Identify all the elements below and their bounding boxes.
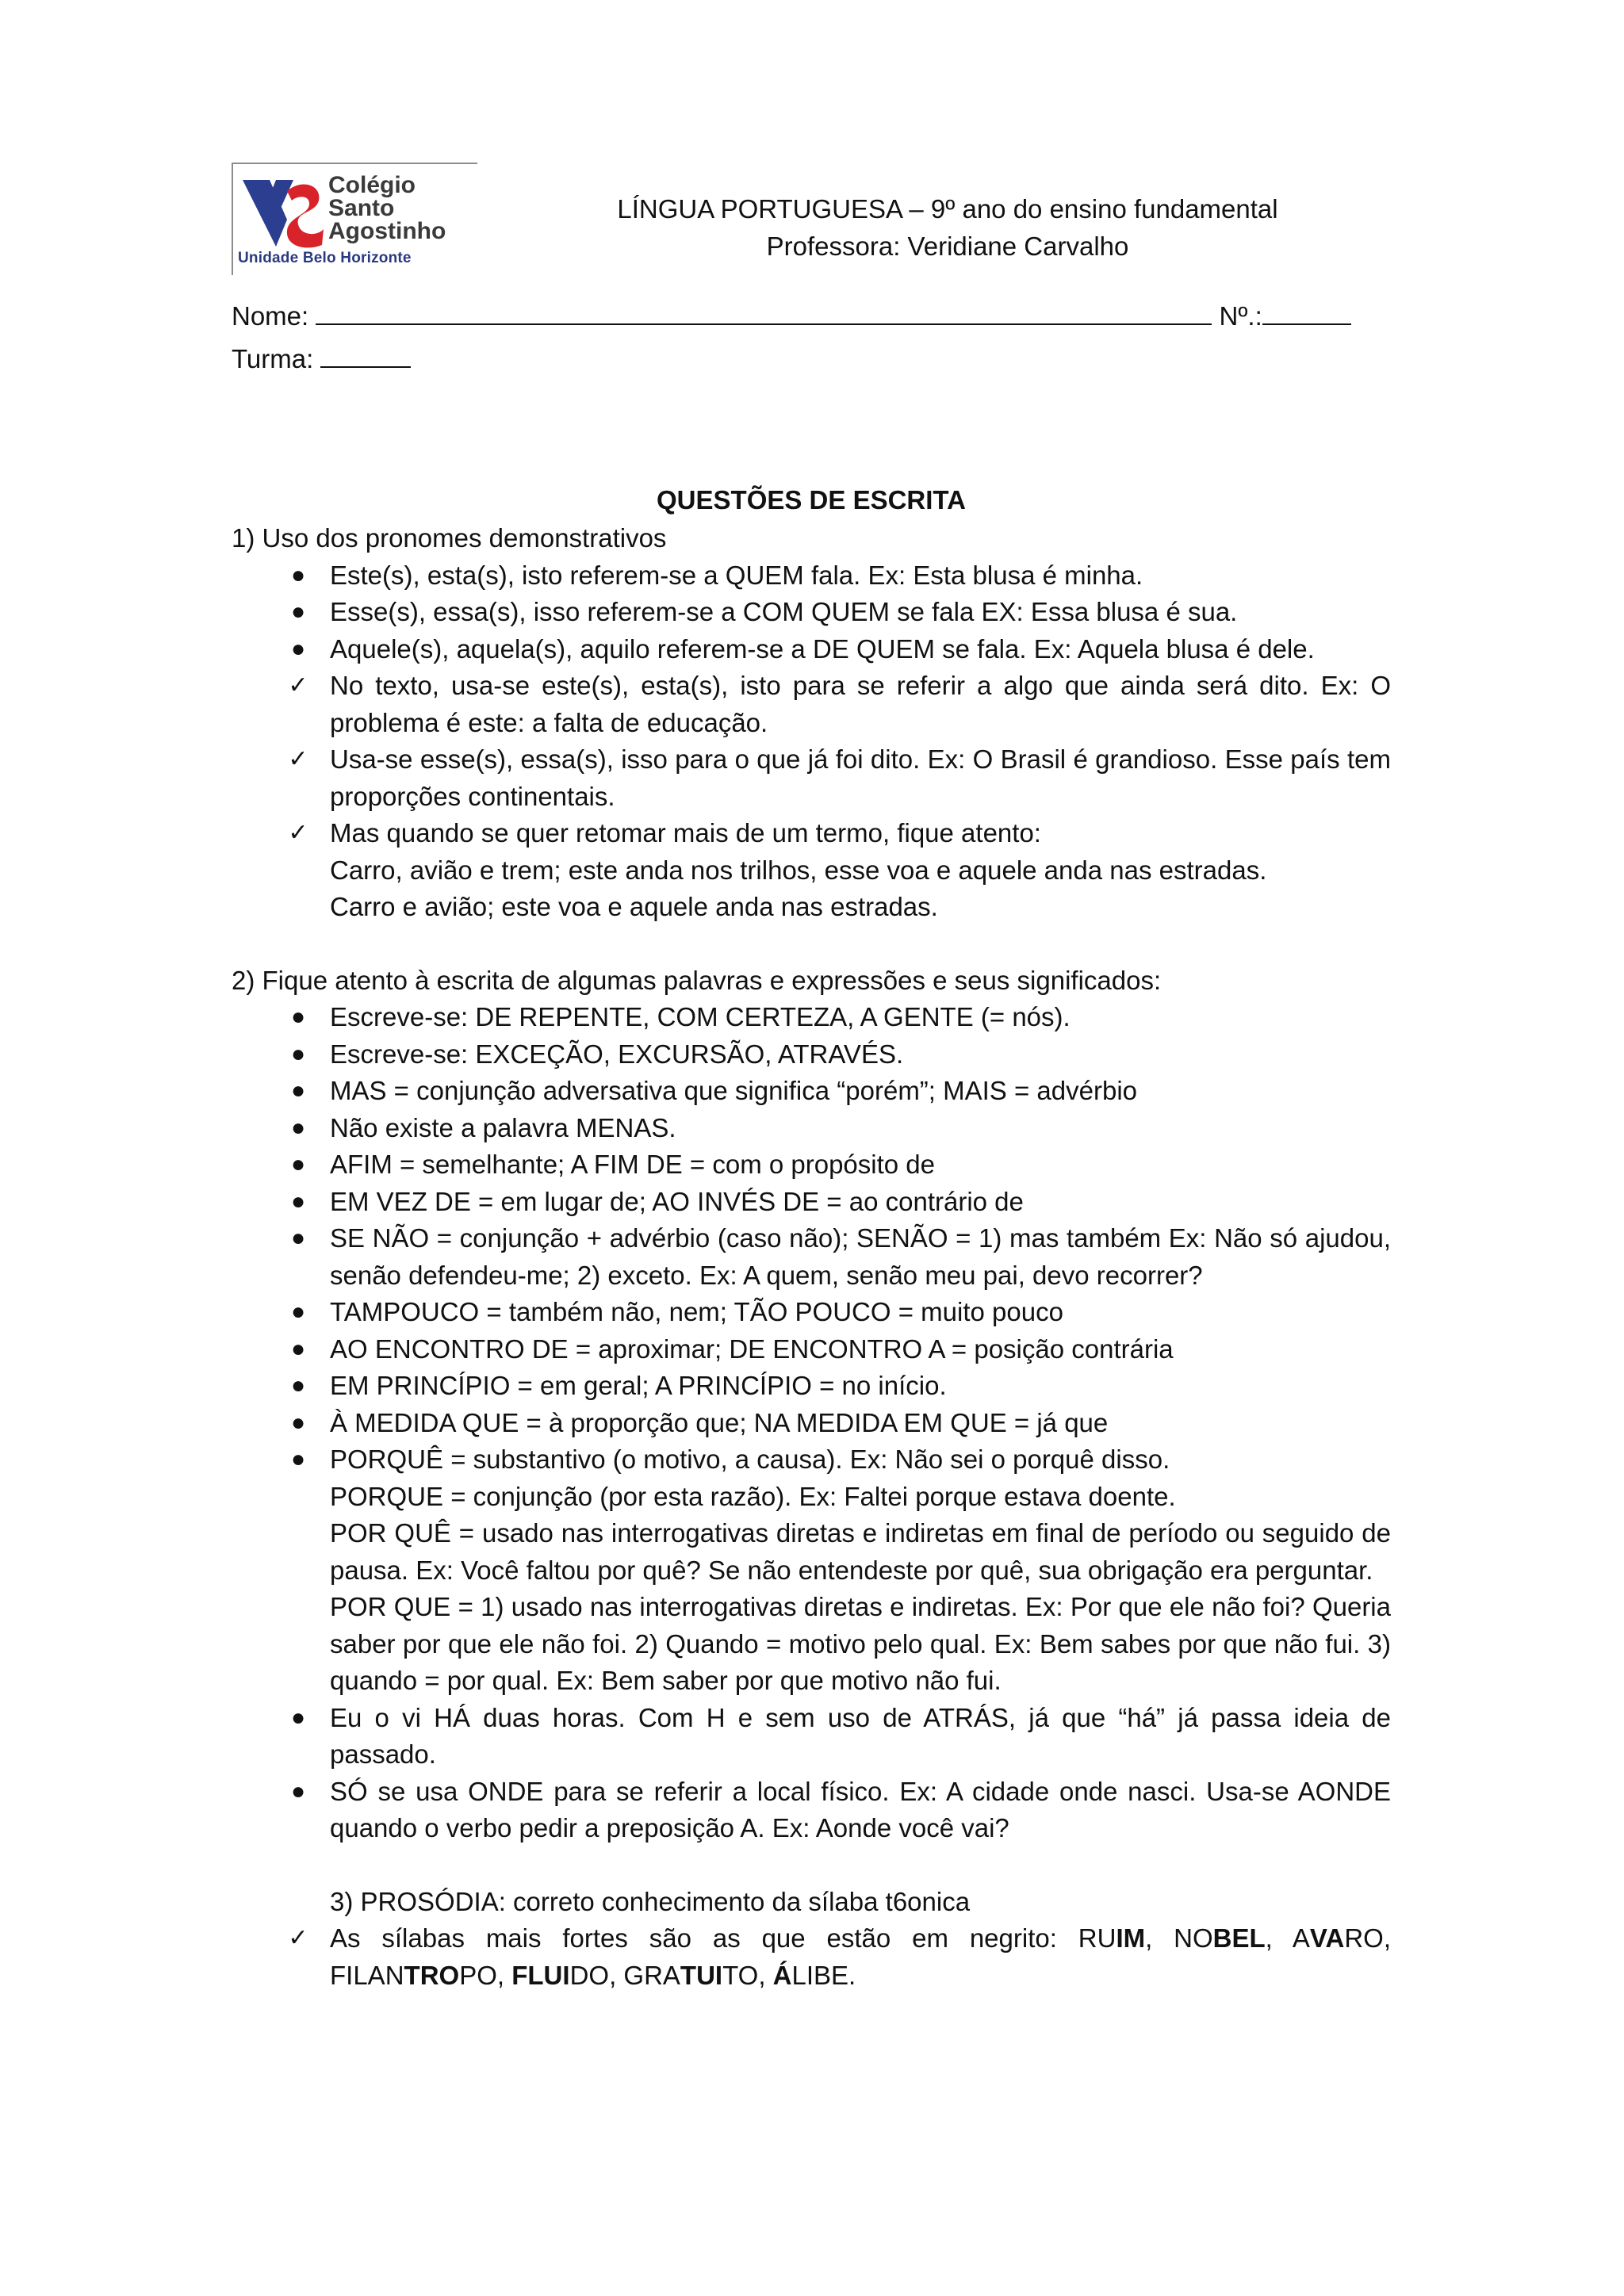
item-text: Eu o vi HÁ duas horas. Com H e sem uso de ATRÁS, já que “há” já passa ideia de passado. <box>330 1702 1391 1769</box>
prosodia-word: FLUIDO, <box>511 1960 617 1990</box>
spacer <box>232 926 1391 962</box>
list-item <box>232 1294 1391 1331</box>
item-text: Este(s), esta(s), isto referem-se a QUEM fala. Ex: Esta blusa é minha. <box>330 560 1143 590</box>
list-item <box>232 668 1391 741</box>
bullet-icon: ● <box>290 1040 306 1067</box>
list-item <box>232 557 1391 595</box>
list-item <box>232 999 1391 1036</box>
section3-list <box>232 1920 1391 1994</box>
list-item <box>232 1441 1391 1479</box>
bullet-icon: ● <box>290 1151 306 1177</box>
bullet-icon: ● <box>290 1409 306 1436</box>
nome-blank[interactable] <box>316 300 1212 325</box>
list-item <box>232 631 1391 668</box>
bullet-icon: ● <box>290 1299 306 1325</box>
logo-unit: Unidade Belo Horizonte <box>238 250 412 266</box>
numero-label: Nº.: <box>1219 301 1262 331</box>
item-text: Não existe a palavra MENAS. <box>330 1112 676 1142</box>
item-text: PORQUÊ = substantivo (o motivo, a causa). Ex: Não sei o porquê disso. <box>330 1445 1170 1474</box>
checkmark-icon: ✓ <box>288 672 308 698</box>
section2-heading: 2) Fique atento à escrita de algumas palavras e expressões e seus significados: <box>232 965 1162 995</box>
bullet-icon: ● <box>290 1004 306 1030</box>
school-emblem-icon <box>239 174 327 249</box>
list-item <box>232 741 1391 815</box>
list-item <box>232 1774 1391 1847</box>
list-item <box>232 1220 1391 1294</box>
item-text: Escreve-se: EXCEÇÃO, EXCURSÃO, ATRAVÉS. <box>330 1039 904 1069</box>
bullet-icon: ● <box>290 1114 306 1141</box>
item-text: EM PRINCÍPIO = em geral; A PRINCÍPIO = no início. <box>330 1371 947 1400</box>
list-item <box>232 1368 1391 1405</box>
example-line: Carro, avião e trem; este anda nos trilhos, esse voa e aquele anda nas estradas. <box>330 855 1267 885</box>
nome-label: Nome: <box>232 301 309 331</box>
list-item <box>232 1331 1391 1368</box>
list-item <box>232 1073 1391 1110</box>
checkmark-icon: ✓ <box>288 746 308 772</box>
turma-label: Turma: <box>232 344 314 373</box>
section3-heading: 3) PROSÓDIA: correto conhecimento da sílaba t6onica <box>330 1886 971 1916</box>
item-text: SE NÃO = conjunção + advérbio (caso não); SENÃO = 1) mas também Ex: Não só ajudou, senão defendeu-me; 2) exceto. Ex: A quem, senão meu pai, devo recorrer? <box>330 1223 1391 1290</box>
subject-line: LÍNGUA PORTUGUESA – 9º ano do ensino fundamental <box>617 194 1278 224</box>
bullet-icon: ● <box>290 1188 306 1215</box>
prosodia-word: FILANTROPO, <box>330 1960 505 1990</box>
bullet-icon: ● <box>290 1372 306 1399</box>
prosodia-intro: As sílabas mais fortes são as que estão em negrito: <box>330 1923 1057 1953</box>
list-item <box>232 1036 1391 1073</box>
bullet-icon: ● <box>290 1777 306 1804</box>
porque-note: PORQUE = conjunção (por esta razão). Ex: Faltei porque estava doente. <box>330 1481 1176 1511</box>
list-item <box>232 815 1391 852</box>
logo-line2: Santo <box>328 195 395 221</box>
item-text: Escreve-se: DE REPENTE, COM CERTEZA, A GENTE (= nós). <box>330 1002 1071 1031</box>
bullet-icon: ● <box>290 1335 306 1362</box>
school-logo <box>232 163 477 275</box>
turma-blank[interactable] <box>320 342 411 368</box>
item-text: Aquele(s), aquela(s), aquilo referem-se a DE QUEM se fala. Ex: Aquela blusa é dele. <box>330 633 1315 664</box>
bullet-icon: ● <box>290 561 306 588</box>
checkmark-icon: ✓ <box>288 820 308 846</box>
spacer <box>232 1847 1391 1884</box>
list-item <box>232 1700 1391 1774</box>
por-que-note: POR QUE = 1) usado nas interrogativas diretas e indiretas. Ex: Por que ele não foi? Queria saber por que ele não foi. 2) Quando = motivo pelo qual. Ex: Bem sabes por que não fui. 3) quando = por qual. Ex: Bem saber por que motivo não fui. <box>330 1592 1391 1695</box>
por-que-acento-note: POR QUÊ = usado nas interrogativas diretas e indiretas em final de período ou seguido de pausa. Ex: Você faltou por quê? Se não entendeste por quê, sua obrigação era perguntar. <box>330 1518 1391 1585</box>
bullet-icon: ● <box>290 1225 306 1251</box>
list-item <box>232 1920 1391 1994</box>
list-item <box>232 1405 1391 1442</box>
logo-line1: Colégio <box>328 172 416 198</box>
list-item <box>232 1110 1391 1147</box>
numero-blank[interactable] <box>1262 300 1351 325</box>
list-item <box>232 594 1391 631</box>
prosodia-word: ÁLIBE. <box>772 1960 856 1990</box>
nome-field-row <box>232 300 1373 331</box>
item-text: AO ENCONTRO DE = aproximar; DE ENCONTRO A = posição contrária <box>330 1334 1174 1364</box>
prosodia-word: RUIM, <box>1078 1923 1153 1953</box>
bullet-icon: ● <box>290 599 306 625</box>
bullet-icon: ● <box>290 1704 306 1731</box>
page-title: QUESTÕES DE ESCRITA <box>657 485 966 515</box>
prosodia-text <box>330 1923 1391 1990</box>
list-item <box>232 1184 1391 1221</box>
item-text: EM VEZ DE = em lugar de; AO INVÉS DE = ao contrário de <box>330 1186 1024 1216</box>
bullet-icon: ● <box>290 635 306 662</box>
section1-list <box>232 557 1391 852</box>
content-body <box>232 520 1391 1994</box>
prosodia-word: GRATUITO, <box>623 1960 766 1990</box>
section2-list-b <box>232 1700 1391 1847</box>
item-text: Usa-se esse(s), essa(s), isso para o que já foi dito. Ex: O Brasil é grandioso. Esse país tem proporções continentais. <box>330 744 1391 811</box>
bullet-icon: ● <box>290 1077 306 1104</box>
item-text: Mas quando se quer retomar mais de um termo, fique atento: <box>330 818 1041 848</box>
list-item <box>232 1146 1391 1184</box>
bullet-icon: ● <box>290 1446 306 1472</box>
section1-heading: 1) Uso dos pronomes demonstrativos <box>232 523 667 553</box>
item-text: No texto, usa-se este(s), esta(s), isto para se referir a algo que ainda será dito. Ex: O problema é este: a falta de educação. <box>330 671 1391 737</box>
prosodia-word: NOBEL, <box>1174 1923 1273 1953</box>
logo-line3: Agostinho <box>328 218 446 244</box>
turma-field-row <box>232 342 411 374</box>
item-text: À MEDIDA QUE = à proporção que; NA MEDIDA EM QUE = já que <box>330 1407 1109 1437</box>
example-line: Carro e avião; este voa e aquele anda nas estradas. <box>330 892 938 921</box>
checkmark-icon: ✓ <box>288 1925 308 1951</box>
item-text: SÓ se usa ONDE para se referir a local físico. Ex: A cidade onde nasci. Usa-se AONDE quando o verbo pedir a preposição A. Ex: Aonde você vai? <box>330 1776 1391 1843</box>
item-text: AFIM = semelhante; A FIM DE = com o propósito de <box>330 1150 936 1179</box>
prosodia-word: AVARO, <box>1292 1923 1391 1953</box>
section2-list <box>232 999 1391 1479</box>
teacher-line: Professora: Veridiane Carvalho <box>766 232 1129 261</box>
item-text: MAS = conjunção adversativa que significa “porém”; MAIS = advérbio <box>330 1076 1138 1105</box>
item-text: TAMPOUCO = também não, nem; TÃO POUCO = muito pouco <box>330 1297 1063 1326</box>
item-text: Esse(s), essa(s), isso referem-se a COM QUEM se fala EX: Essa blusa é sua. <box>330 597 1238 626</box>
logo-name <box>328 174 446 243</box>
